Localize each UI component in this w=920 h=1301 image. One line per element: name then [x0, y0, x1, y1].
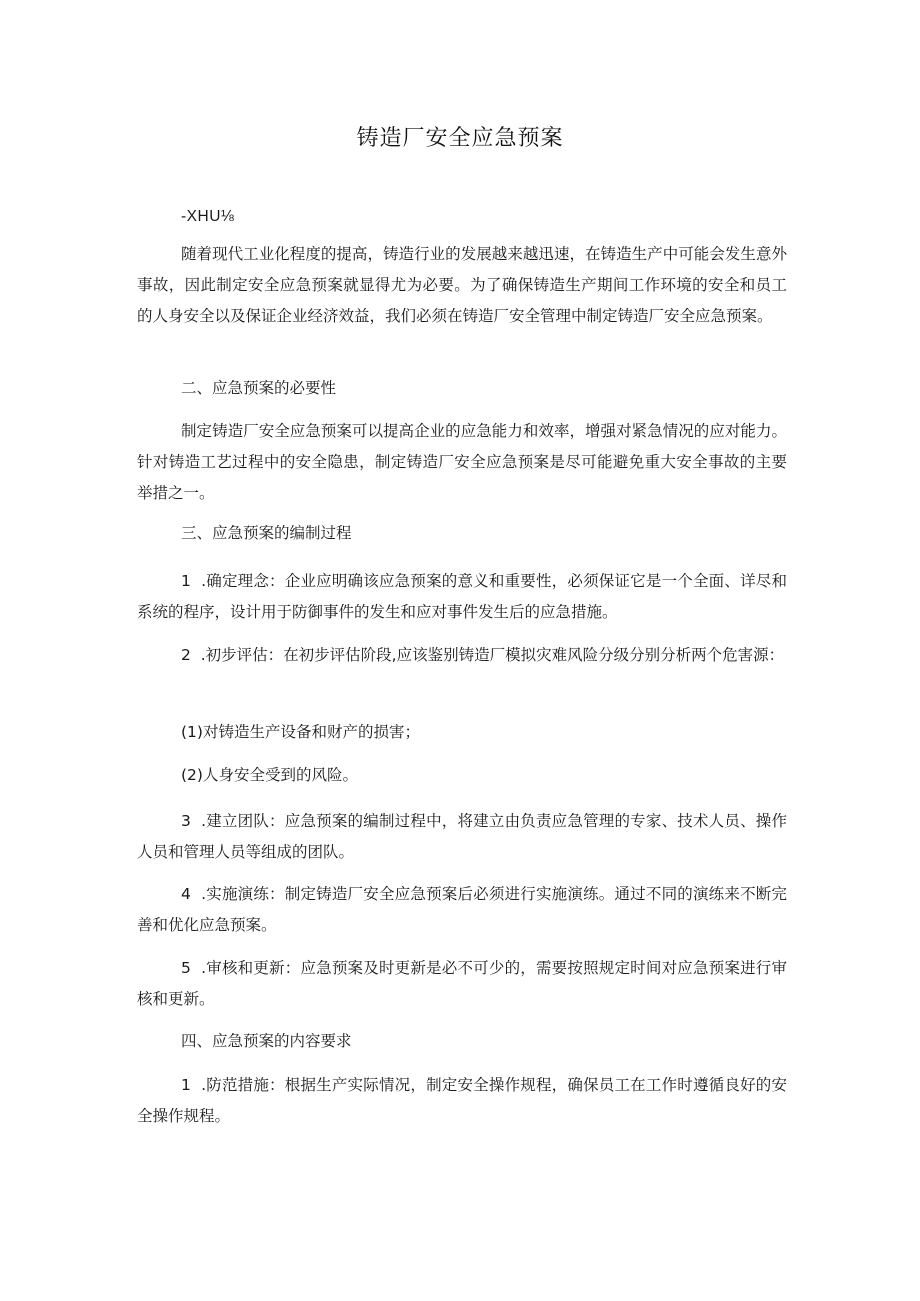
section-3-item-5: 5 .审核和更新：应急预案及时更新是必不可少的，需要按照规定时间对应急预案进行审核和更新。	[137, 959, 787, 1008]
section-3-item-4: 4 .实施演练：制定铸造厂安全应急预案后必须进行实施演练。通过不同的演练来不断完善和优化应急预案。	[137, 885, 787, 934]
intro-paragraph: 随着现代工业化程度的提高，铸造行业的发展越来越迅速，在铸造生产中可能会发生意外事故，因此制定安全应急预案就显得尤为必要。为了确保铸造生产期间工作环境的安全和员工的人身安全以及保证企业经济效益，我们必须在铸造厂安全管理中制定铸造厂安全应急预案。	[137, 245, 787, 325]
section-2-heading: 二、应急预案的必要性	[181, 379, 337, 397]
garbled-heading: -XHU⅛	[181, 208, 235, 225]
section-3-item-2: 2 .初步评估：在初步评估阶段,应该鉴别铸造厂模拟灾难风险分级分别分析两个危害源：	[181, 646, 785, 664]
section-2-paragraph: 制定铸造厂安全应急预案可以提高企业的应急能力和效率，增强对紧急情况的应对能力。针对铸造工艺过程中的安全隐患，制定铸造厂安全应急预案是尽可能避免重大安全事故的主要举措之一。	[137, 422, 787, 502]
section-4-heading: 四、应急预案的内容要求	[181, 1032, 352, 1050]
section-3-heading: 三、应急预案的编制过程	[181, 524, 352, 542]
section-3-item-3: 3 .建立团队：应急预案的编制过程中，将建立由负责应急管理的专家、技术人员、操作人员和管理人员等组成的团队。	[137, 812, 787, 861]
section-3-subitem-2: (2)人身安全受到的风险。	[181, 766, 358, 784]
document-title: 铸造厂安全应急预案	[356, 126, 564, 151]
section-4-item-1: 1 .防范措施：根据生产实际情况，制定安全操作规程，确保员工在工作时遵循良好的安全操作规程。	[137, 1076, 787, 1125]
section-3-item-1: 1 .确定理念：企业应明确该应急预案的意义和重要性，必须保证它是一个全面、详尽和系统的程序，设计用于防御事件的发生和应对事件发生后的应急措施。	[137, 572, 787, 621]
section-3-subitem-1: (1)对铸造生产设备和财产的损害；	[181, 723, 420, 741]
